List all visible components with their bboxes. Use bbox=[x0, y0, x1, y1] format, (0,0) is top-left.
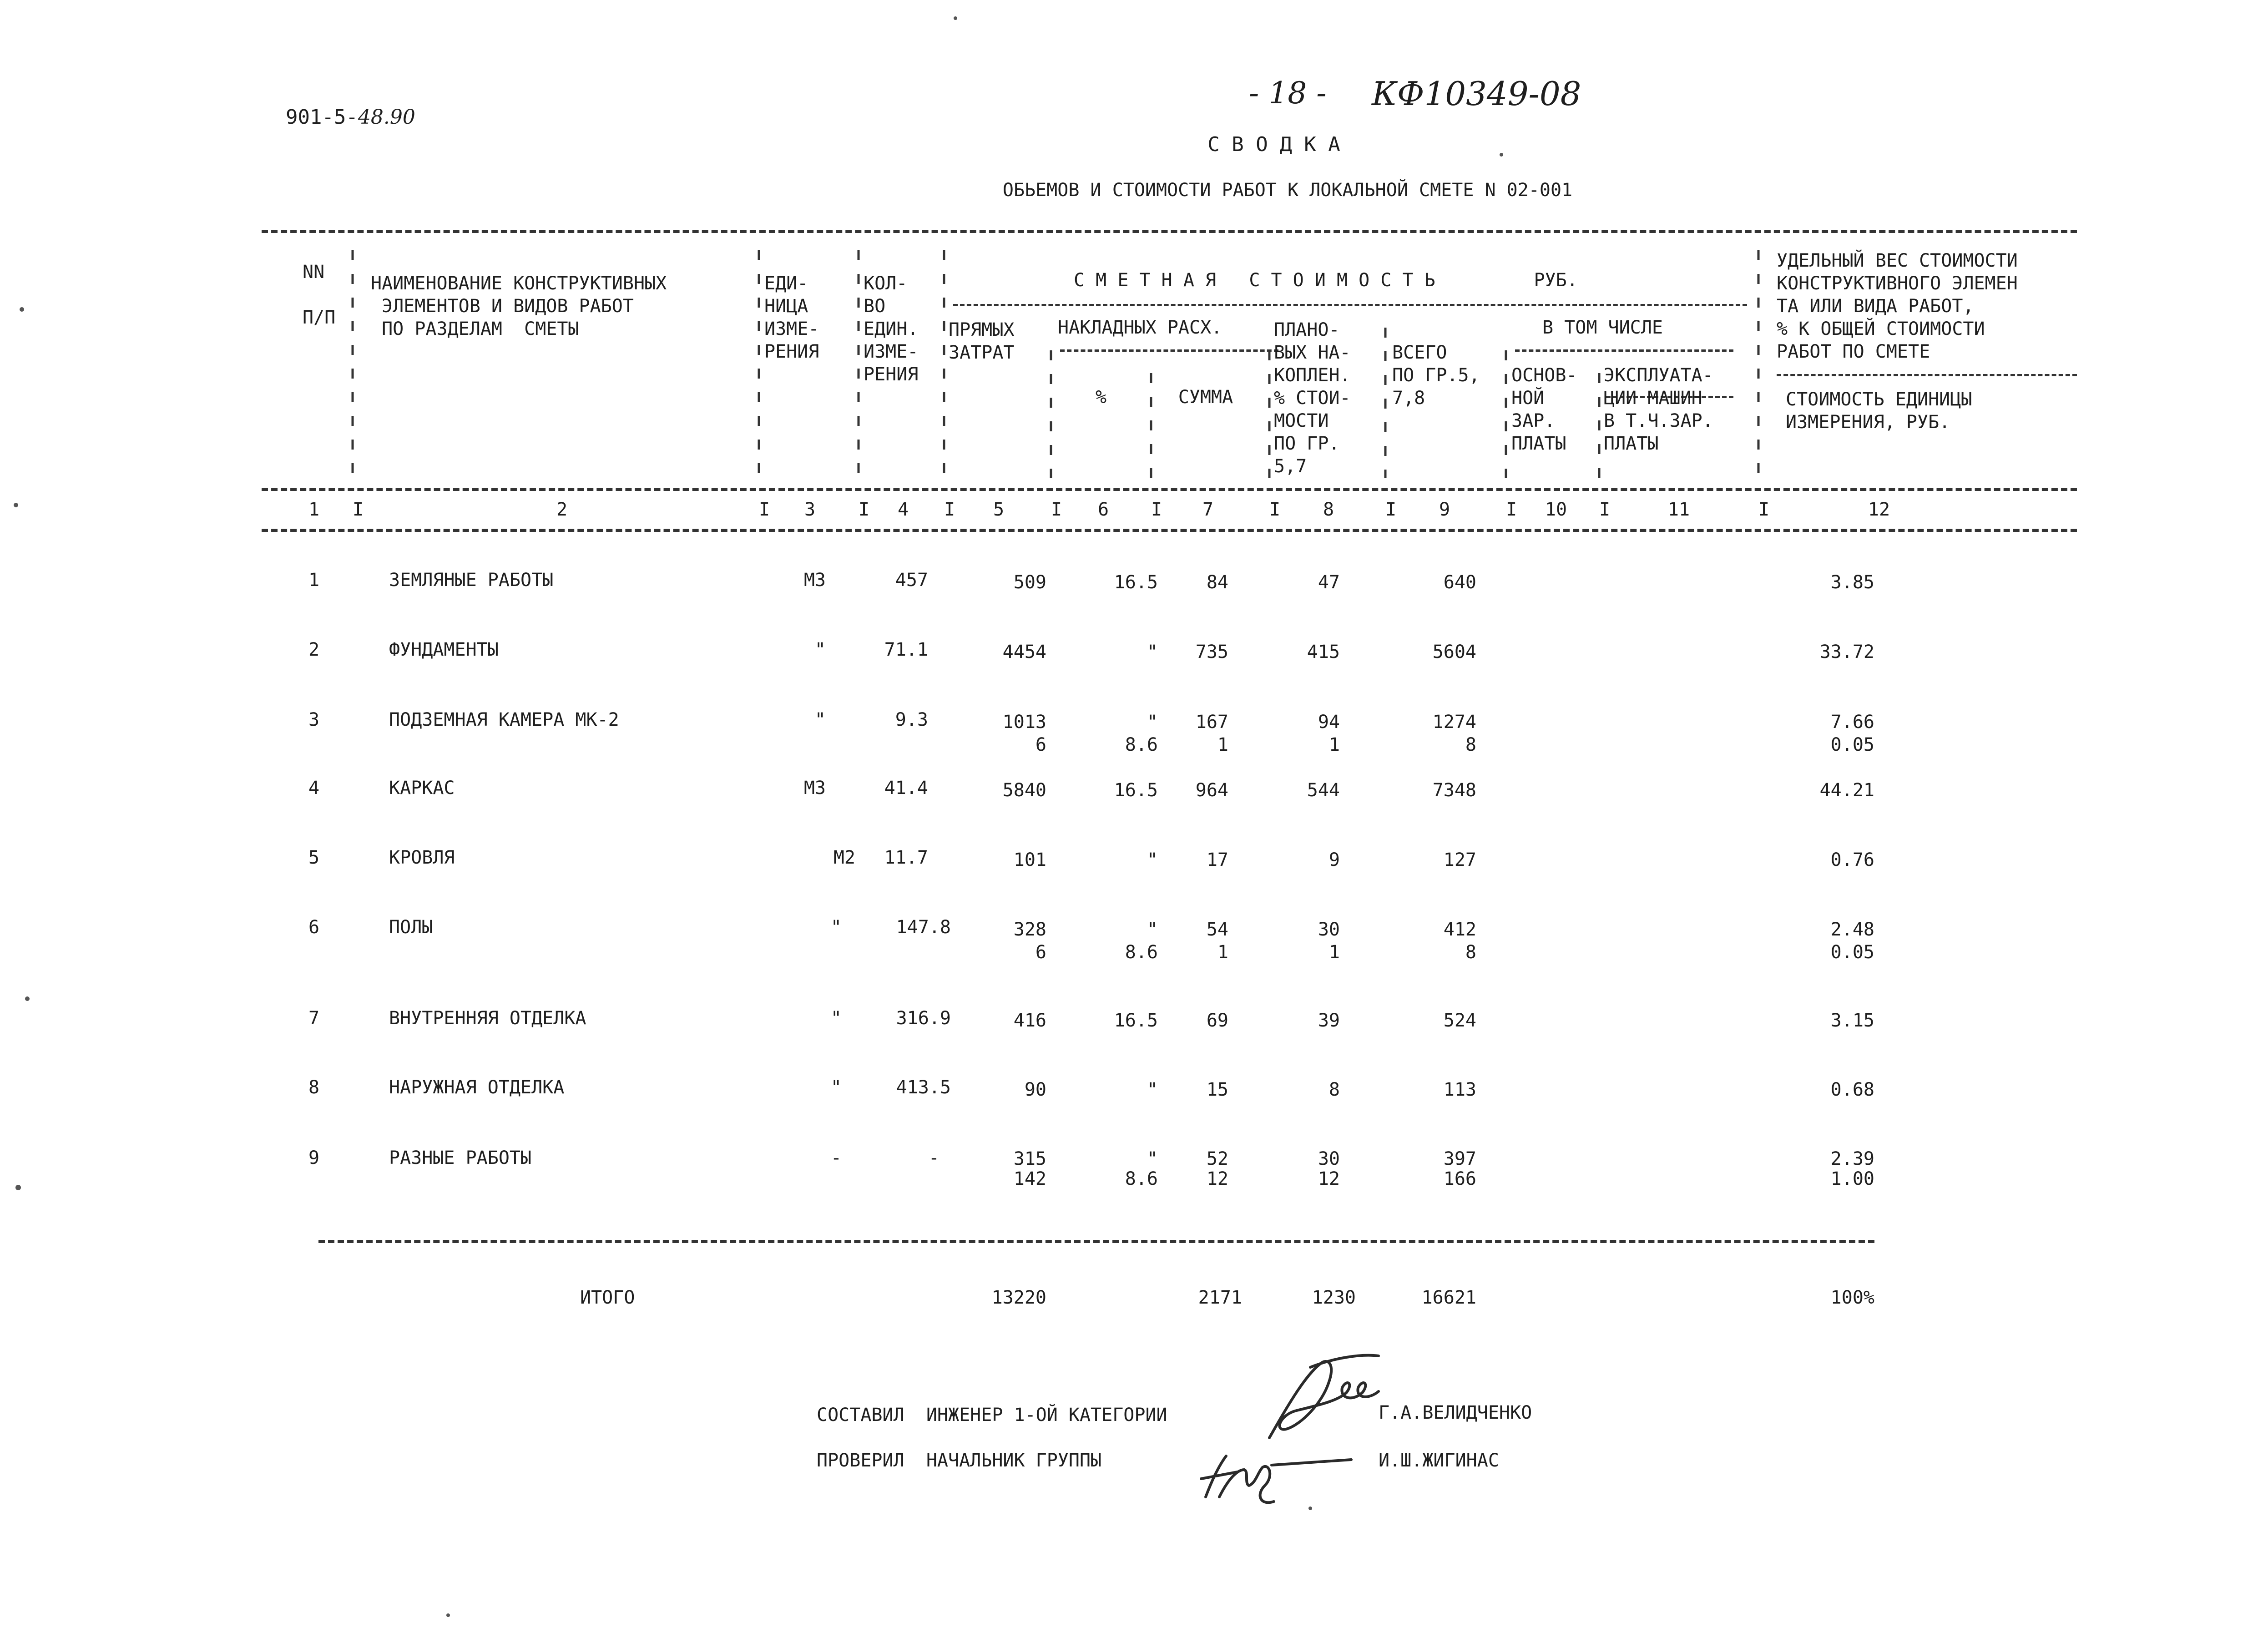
total-planned: 1230 bbox=[1312, 1287, 1356, 1308]
row-name: ПОЛЫ bbox=[389, 917, 433, 938]
row-name: ФУНДАМЕНТЫ bbox=[389, 639, 499, 660]
header-pct: % bbox=[1095, 387, 1107, 408]
row-planned: 47 bbox=[1318, 572, 1340, 593]
row-name: ЗЕМЛЯНЫЕ РАБОТЫ bbox=[389, 570, 554, 591]
row-unit: " bbox=[814, 639, 826, 660]
row-qty: 11.7 bbox=[884, 847, 928, 868]
row-planned: 8 bbox=[1328, 1079, 1340, 1100]
row-qty: 41.4 bbox=[884, 778, 928, 799]
row-total: 640 bbox=[1443, 572, 1476, 593]
colnum-sep: I bbox=[944, 499, 955, 520]
row-unit: - bbox=[830, 1148, 842, 1168]
row-total: 5604 bbox=[1432, 642, 1476, 662]
colnum-8: 8 bbox=[1323, 499, 1334, 520]
row-pct: " 8.6 bbox=[1125, 919, 1158, 963]
row-qty: 147.8 bbox=[896, 917, 951, 938]
colnum-6: 6 bbox=[1097, 499, 1109, 520]
row-direct: 90 bbox=[1024, 1079, 1046, 1100]
row-sum: 54 1 bbox=[1206, 919, 1228, 963]
row-qty: - bbox=[928, 1148, 940, 1168]
row-name: РАЗНЫЕ РАБОТЫ bbox=[389, 1148, 532, 1168]
row-pct: " 8.6 bbox=[1125, 1148, 1158, 1189]
row-planned: 30 12 bbox=[1318, 1148, 1340, 1189]
row-planned: 39 bbox=[1318, 1010, 1340, 1031]
row-name: ВНУТРЕННЯЯ ОТДЕЛКА bbox=[389, 1008, 586, 1029]
row-unit: " bbox=[830, 1077, 842, 1098]
colnum-5: 5 bbox=[993, 499, 1005, 520]
row-planned: 9 bbox=[1328, 849, 1340, 870]
row-total: 397 166 bbox=[1443, 1148, 1476, 1189]
header-incl-group: В ТОМ ЧИСЛЕ bbox=[1542, 317, 1663, 338]
row-number: 8 bbox=[308, 1077, 320, 1098]
colnum-sep: I bbox=[1269, 499, 1281, 520]
colnum-10: 10 bbox=[1545, 499, 1567, 520]
row-planned: 415 bbox=[1307, 642, 1340, 662]
colnum-2: 2 bbox=[556, 499, 568, 520]
row-name: КАРКАС bbox=[389, 778, 455, 799]
row-pct: 16.5 bbox=[1114, 572, 1158, 593]
header-sum: СУММА bbox=[1178, 387, 1233, 408]
row-share: 33.72 bbox=[1819, 642, 1874, 662]
header-nn: NN П/П bbox=[303, 262, 336, 328]
colnum-sep: I bbox=[1506, 499, 1517, 520]
colnum-sep: I bbox=[1385, 499, 1397, 520]
row-sum: 84 bbox=[1206, 572, 1228, 593]
colnum-sep: I bbox=[1051, 499, 1062, 520]
row-share: 0.68 bbox=[1830, 1079, 1874, 1100]
row-name: НАРУЖНАЯ ОТДЕЛКА bbox=[389, 1077, 565, 1098]
row-total: 127 bbox=[1443, 849, 1476, 870]
header-name: НАИМЕНОВАНИЕ КОНСТРУКТИВНЫХ ЭЛЕМЕНТОВ И ВИДОВ РАБОТ ПО РАЗДЕЛАМ СМЕТЫ bbox=[371, 273, 667, 339]
row-sum: 167 1 bbox=[1195, 712, 1228, 755]
header-cost-group: С М Е Т Н А Я С Т О И М О С Т Ь РУБ. bbox=[1074, 270, 1578, 291]
page-number: - 18 - bbox=[1249, 76, 1327, 111]
header-machine: ЭКСПЛУАТА- ЦИИ МАШИН В Т.Ч.ЗАР. ПЛАТЫ bbox=[1604, 365, 1713, 454]
row-direct: 4454 bbox=[1002, 642, 1046, 662]
row-total: 7348 bbox=[1432, 780, 1476, 801]
row-share: 2.48 0.05 bbox=[1830, 919, 1874, 963]
row-total: 412 8 bbox=[1443, 919, 1476, 963]
colnum-11: 11 bbox=[1667, 499, 1690, 520]
total-total: 16621 bbox=[1421, 1287, 1476, 1308]
row-direct: 509 bbox=[1013, 572, 1046, 593]
colnum-sep: I bbox=[1151, 499, 1162, 520]
colnum-sep: I bbox=[353, 499, 364, 520]
row-planned: 30 1 bbox=[1318, 919, 1340, 963]
doc-code-handwritten: 48.90 bbox=[358, 106, 415, 129]
total-share: 100% bbox=[1830, 1287, 1874, 1308]
row-pct: " bbox=[1147, 849, 1158, 870]
row-direct: 416 bbox=[1013, 1010, 1046, 1031]
row-qty: 457 bbox=[895, 570, 928, 591]
row-planned: 544 bbox=[1307, 780, 1340, 801]
row-pct: " 8.6 bbox=[1125, 712, 1158, 755]
row-number: 7 bbox=[308, 1008, 320, 1029]
row-sum: 52 12 bbox=[1206, 1148, 1228, 1189]
colnum-sep: I bbox=[1599, 499, 1611, 520]
row-sum: 964 bbox=[1195, 780, 1228, 801]
colnum-sep: I bbox=[859, 499, 870, 520]
row-sum: 17 bbox=[1206, 849, 1228, 870]
colnum-1: 1 bbox=[308, 499, 320, 520]
header-total: ВСЕГО ПО ГР.5, 7,8 bbox=[1392, 342, 1480, 409]
composed-name: Г.А.ВЕЛИДЧЕНКО bbox=[1379, 1402, 1532, 1423]
document-subtitle: ОБЬЕМОВ И СТОИМОСТИ РАБОТ К ЛОКАЛЬНОЙ СМЕТЕ N 02-001 bbox=[1002, 180, 1573, 201]
row-pct: 16.5 bbox=[1114, 1010, 1158, 1031]
header-planned: ПЛАНО- ВЫХ НА- КОПЛЕН. % СТОИ- МОСТИ ПО ГР. 5,7 bbox=[1274, 319, 1351, 477]
colnum-3: 3 bbox=[804, 499, 816, 520]
colnum-12: 12 bbox=[1868, 499, 1890, 520]
row-share: 7.66 0.05 bbox=[1830, 712, 1874, 755]
row-share: 0.76 bbox=[1830, 849, 1874, 870]
row-direct: 101 bbox=[1013, 849, 1046, 870]
row-pct: 16.5 bbox=[1114, 780, 1158, 801]
total-direct: 13220 bbox=[991, 1287, 1046, 1308]
colnum-sep: I bbox=[759, 499, 770, 520]
row-number: 4 bbox=[308, 778, 320, 799]
header-unit-cost: СТОИМОСТЬ ЕДИНИЦЫ ИЗМЕРЕНИЯ, РУБ. bbox=[1786, 389, 1972, 433]
row-pct: " bbox=[1147, 642, 1158, 662]
row-qty: 413.5 bbox=[896, 1077, 951, 1098]
header-direct: ПРЯМЫХ ЗАТРАТ bbox=[949, 319, 1015, 363]
row-name: ПОДЗЕМНАЯ КАМЕРА МК-2 bbox=[389, 709, 619, 730]
colnum-4: 4 bbox=[897, 499, 909, 520]
row-qty: 71.1 bbox=[884, 639, 928, 660]
row-total: 113 bbox=[1443, 1079, 1476, 1100]
row-sum: 15 bbox=[1206, 1079, 1228, 1100]
row-share: 2.39 1.00 bbox=[1830, 1148, 1874, 1189]
row-qty: 9.3 bbox=[895, 709, 928, 730]
header-qty: КОЛ- ВО ЕДИН. ИЗМЕ- РЕНИЯ bbox=[864, 273, 919, 385]
row-qty: 316.9 bbox=[896, 1008, 951, 1029]
doc-code-printed: 901-5- bbox=[285, 106, 358, 129]
header-wages: ОСНОВ- НОЙ ЗАР. ПЛАТЫ bbox=[1511, 365, 1577, 454]
row-number: 5 bbox=[308, 847, 320, 868]
colnum-sep: I bbox=[1758, 499, 1770, 520]
row-share: 44.21 bbox=[1819, 780, 1874, 801]
row-share: 3.15 bbox=[1830, 1010, 1874, 1031]
colnum-7: 7 bbox=[1202, 499, 1214, 520]
header-unit: ЕДИ- НИЦА ИЗМЕ- РЕНИЯ bbox=[764, 273, 819, 362]
row-direct: 1013 6 bbox=[1002, 712, 1046, 755]
row-planned: 94 1 bbox=[1318, 712, 1340, 755]
row-number: 1 bbox=[308, 570, 320, 591]
checked-label: ПРОВЕРИЛ НАЧАЛЬНИК ГРУППЫ bbox=[817, 1450, 1102, 1471]
header-share: УДЕЛЬНЫЙ ВЕС СТОИМОСТИ КОНСТРУКТИВНОГО ЭЛЕМЕН ТА ИЛИ ВИДА РАБОТ, % К ОБЩЕЙ СТОИМОСТИ РАБОТ ПО СМЕТЕ bbox=[1777, 250, 2018, 362]
row-direct: 5840 bbox=[1002, 780, 1046, 801]
sheet-code: КФ10349-08 bbox=[1372, 75, 1581, 113]
row-pct: " bbox=[1147, 1079, 1158, 1100]
row-name: КРОВЛЯ bbox=[389, 847, 455, 868]
row-sum: 735 bbox=[1195, 642, 1228, 662]
row-total: 1274 8 bbox=[1432, 712, 1476, 755]
row-unit: " bbox=[830, 1008, 842, 1029]
row-total: 524 bbox=[1443, 1010, 1476, 1031]
row-number: 2 bbox=[308, 639, 320, 660]
row-direct: 315 142 bbox=[1013, 1148, 1046, 1189]
row-unit: М2 bbox=[833, 847, 855, 868]
row-share: 3.85 bbox=[1830, 572, 1874, 593]
row-number: 6 bbox=[308, 917, 320, 938]
row-unit: М3 bbox=[803, 778, 826, 799]
checked-name: И.Ш.ЖИГИНАС bbox=[1379, 1450, 1499, 1471]
row-unit: " bbox=[814, 709, 826, 730]
row-unit: М3 bbox=[803, 570, 826, 591]
row-number: 3 bbox=[308, 709, 320, 730]
document-title: С В О Д К А bbox=[1207, 133, 1340, 156]
row-direct: 328 6 bbox=[1013, 919, 1046, 963]
row-number: 9 bbox=[308, 1148, 320, 1168]
row-unit: " bbox=[830, 917, 842, 938]
colnum-9: 9 bbox=[1439, 499, 1450, 520]
composed-label: СОСТАВИЛ ИНЖЕНЕР 1-ОЙ КАТЕГОРИИ bbox=[817, 1405, 1167, 1426]
header-overhead-group: НАКЛАДНЫХ РАСХ. bbox=[1058, 317, 1222, 338]
row-sum: 69 bbox=[1206, 1010, 1228, 1031]
total-label: ИТОГО bbox=[580, 1287, 635, 1308]
total-sum: 2171 bbox=[1198, 1287, 1242, 1308]
